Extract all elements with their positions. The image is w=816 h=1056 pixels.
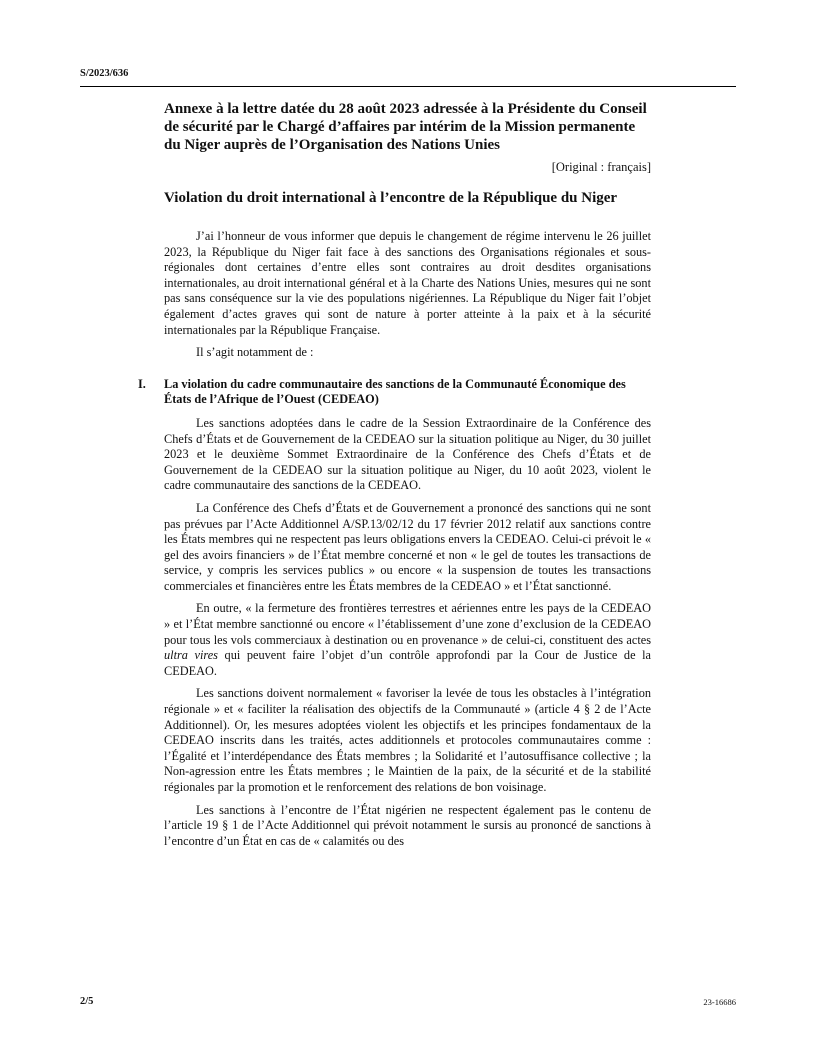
section1-paragraph-5: Les sanctions à l’encontre de l’État nigérien ne respectent également pas le contenu de l’article 19 § 1 de l’Acte Additionnel qui prévoit notamment le sursis au prononcé de sanctions à l’encontre d’un État en cas de « calamités ou des bbox=[164, 802, 651, 848]
section-heading-text: La violation du cadre communautaire des sanctions de la Communauté Économique des États de l’Afrique de l’Ouest (CEDEAO) bbox=[164, 376, 626, 407]
paragraph-text: qui peuvent faire l’objet d’un contrôle approfondi par la Cour de Justice de la CEDEAO. bbox=[164, 648, 651, 678]
header-divider bbox=[80, 86, 736, 87]
page-content bbox=[138, 100, 651, 856]
page-number: 2/5 bbox=[80, 996, 94, 1007]
section-heading-1 bbox=[138, 376, 651, 408]
section1-paragraph-4: Les sanctions doivent normalement « favoriser la levée de tous les obstacles à l’intégration régionale » et « faciliter la réalisation des objectifs de la Communauté » (article 4 § 2 de l’Acte Additionnel). Or, les mesures adoptées violent les objectifs et les principes fondamentaux de la CEDEAO inscrits dans les traités, actes additionnels et protocoles communautaires comme : l’Égalité et l’interdépendance des États membres ; la Solidarité et l’autosuffisance collective ; la Non-agression entre les États membres ; le Maintien de la paix, de la sécurité et de la stabilité régionales par la promotion et le renforcement des relations de bon voisinage. bbox=[164, 686, 651, 794]
document-id: 23-16686 bbox=[703, 997, 736, 1007]
italic-term: ultra vires bbox=[164, 648, 218, 663]
intro-paragraph-1: J’ai l’honneur de vous informer que depuis le changement de régime intervenu le 26 juillet 2023, la République du Niger fait face à des sanctions des Organisations régionales et sous-régionales dont certaines d’entre elles sont contraires au droit desdites organisations internationales, au droit international général et à la Charte des Nations Unies, mesures qui ne sont pas sans conséquence sur la vie des populations nigériennes. La République du Niger fait l’objet également d’actes graves qui sont de nature à porter atteinte à la paix et à la sécurité internationales par la République Française. bbox=[164, 229, 651, 337]
document-symbol: S/2023/636 bbox=[80, 68, 129, 79]
section1-paragraph-1: Les sanctions adoptées dans le cadre de la Session Extraordinaire de la Conférence des Chefs d’États et de Gouvernement de la CEDEAO sur la situation politique au Niger, du 30 juillet 2023 et le deuxième Sommet Extraordinaire de la Conférence des Chefs d’États et de Gouvernement de la CEDEAO sur la situation politique au Niger, du 10 août 2023, violent le cadre communautaire des sanctions de la CEDEAO. bbox=[164, 415, 651, 493]
document-title: Violation du droit international à l’encontre de la République du Niger bbox=[164, 190, 618, 206]
paragraph-text: En outre, « la fermeture des frontières terrestres et aériennes entre les pays de la CEDEAO » et l’État membre sanctionné ou encore « l’établissement d’une zone d’exclusion de la CEDEAO pour tous les vols commerciaux à destination ou en provenance » de celui-ci, constituent des actes bbox=[164, 601, 651, 647]
intro-paragraph-2: Il s’agit notamment de : bbox=[196, 345, 314, 360]
section1-paragraph-3 bbox=[164, 601, 651, 679]
original-language-note: [Original : français] bbox=[551, 160, 651, 174]
annex-title: Annexe à la lettre datée du 28 août 2023 adressée à la Présidente du Conseil de sécurité par le Chargé d’affaires par intérim de la Mission permanente du Niger auprès de l’Organisation des Nations Unies bbox=[164, 101, 647, 153]
section-number: I. bbox=[138, 376, 146, 391]
section1-paragraph-2: La Conférence des Chefs d’États et de Gouvernement a prononcé des sanctions qui ne sont pas prévues par l’Acte Additionnel A/SP.13/02/12 du 17 février 2012 relatif aux sanctions contre les États membres qui ne respectent pas leurs obligations envers la CEDEAO. Celui-ci prévoit le « gel des avoirs financiers » de l’État membre concerné et non « le gel de toutes les transactions de service, y compris les services publics » ou encore « la suspension de toutes les transactions commerciales et financières entre les États membres de la CEDEAO » et l’État sanctionné. bbox=[164, 500, 651, 593]
